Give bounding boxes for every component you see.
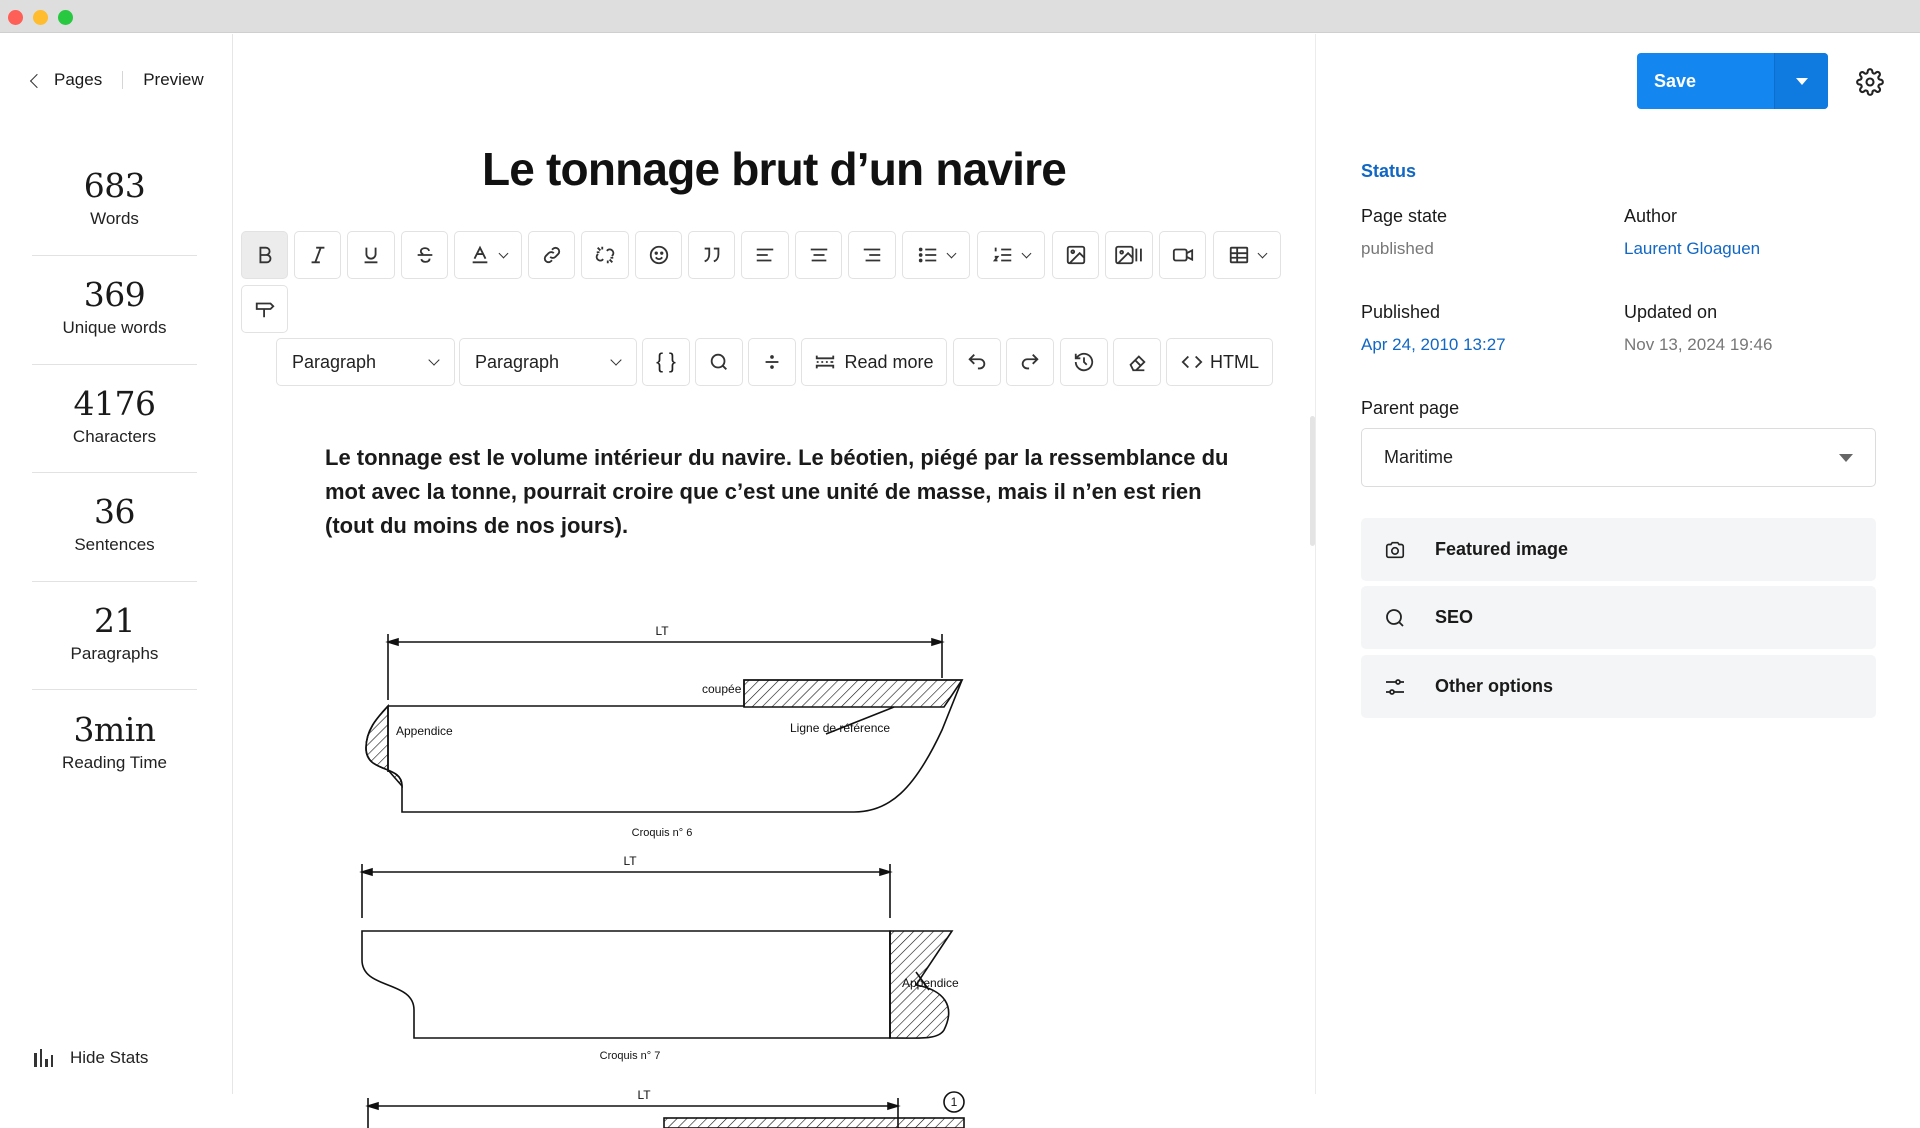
- italic-button[interactable]: [294, 231, 341, 279]
- ship-tonnage-sketch[interactable]: [344, 580, 1224, 1128]
- stat-value: 21: [94, 601, 135, 640]
- block-format-value: Paragraph: [292, 351, 377, 372]
- search-icon: [1381, 606, 1409, 630]
- numbered-list-icon: [992, 244, 1014, 266]
- sketch6-reference-label: Ligne de référence: [790, 721, 891, 735]
- page-title[interactable]: Le tonnage brut d’un navire: [481, 143, 1067, 195]
- align-center-icon: [808, 244, 830, 266]
- undo-icon: [966, 351, 988, 373]
- insert-image-button[interactable]: [1052, 231, 1099, 279]
- bar-chart-icon: [34, 1049, 56, 1067]
- horizontal-rule-button[interactable]: [748, 338, 796, 386]
- bold-button[interactable]: [241, 231, 288, 279]
- search-replace-button[interactable]: [695, 338, 743, 386]
- numbered-list-button[interactable]: [977, 231, 1045, 279]
- insert-video-button[interactable]: [1159, 231, 1206, 279]
- link-icon: [541, 244, 563, 266]
- insert-link-button[interactable]: [528, 231, 575, 279]
- chevron-down-icon: [947, 248, 957, 258]
- divide-icon: [761, 351, 783, 373]
- italic-icon: [307, 244, 329, 266]
- author-link[interactable]: Laurent Gloaguen: [1624, 239, 1761, 258]
- stat-label: Paragraphs: [70, 644, 159, 663]
- bullet-list-button[interactable]: [902, 231, 970, 279]
- align-right-icon: [861, 244, 883, 266]
- close-window-button[interactable]: [8, 10, 23, 25]
- history-icon: [1073, 351, 1095, 373]
- stat-value: 4176: [73, 384, 156, 423]
- align-center-button[interactable]: [795, 231, 842, 279]
- video-icon: [1172, 244, 1194, 266]
- minimize-window-button[interactable]: [33, 10, 48, 25]
- sidebar-nav: [32, 70, 204, 90]
- braces-icon: { }: [656, 350, 676, 373]
- caret-down-icon: [1796, 78, 1808, 85]
- stat-label: Words: [90, 209, 139, 228]
- camera-icon: [1381, 539, 1409, 561]
- nav-divider: [122, 71, 123, 89]
- stat-value: 683: [83, 166, 146, 205]
- align-left-icon: [754, 244, 776, 266]
- preview-link[interactable]: Preview: [143, 70, 204, 89]
- eraser-icon: [1126, 351, 1148, 373]
- back-to-pages-link[interactable]: Pages: [54, 70, 103, 89]
- html-label: HTML: [1210, 351, 1259, 372]
- save-options-dropdown[interactable]: [1774, 53, 1828, 109]
- stat-label: Reading Time: [62, 753, 167, 772]
- sketch-7: [362, 864, 952, 1038]
- paragraph-style-select[interactable]: [459, 338, 637, 386]
- code-icon: [1180, 351, 1204, 373]
- save-button[interactable]: [1637, 53, 1828, 109]
- chevron-down-icon: [428, 354, 439, 365]
- bullet-list-icon: [917, 244, 939, 266]
- table-icon: [1228, 244, 1250, 266]
- sketch6-caption: Croquis n° 6: [631, 827, 693, 839]
- gallery-icon: [1114, 244, 1144, 266]
- redo-icon: [1019, 351, 1041, 373]
- chevron-down-icon: [1258, 248, 1268, 258]
- stats-sidebar: [0, 34, 233, 1094]
- seo-accordion[interactable]: [1361, 586, 1876, 649]
- clear-formatting-button[interactable]: [1113, 338, 1161, 386]
- featured-image-accordion[interactable]: [1361, 518, 1876, 581]
- published-date-link[interactable]: Apr 24, 2010 13:27: [1361, 335, 1506, 354]
- other-options-label: Other options: [1435, 676, 1553, 696]
- sketch8-marker: 1: [950, 1095, 958, 1109]
- stat-value: 369: [83, 275, 146, 314]
- stat-value: 36: [94, 492, 135, 531]
- text-color-icon: [469, 244, 491, 266]
- sliders-icon: [1381, 675, 1409, 699]
- window-titlebar: [0, 0, 1920, 33]
- stat-reading-time: [32, 686, 197, 794]
- stat-characters: [32, 360, 197, 468]
- undo-button[interactable]: [953, 338, 1001, 386]
- hide-stats-button[interactable]: [34, 1048, 148, 1068]
- parent-page-select[interactable]: [1361, 428, 1876, 487]
- other-options-accordion[interactable]: [1361, 655, 1876, 718]
- save-label: Save: [1654, 70, 1697, 91]
- emoji-button[interactable]: [635, 231, 682, 279]
- text-color-button[interactable]: [454, 231, 522, 279]
- seo-label: SEO: [1435, 607, 1474, 627]
- strikethrough-button[interactable]: [401, 231, 448, 279]
- align-right-button[interactable]: [848, 231, 896, 279]
- emoji-icon: [648, 244, 670, 266]
- read-more-label: Read more: [844, 351, 934, 372]
- stat-unique-words: [32, 251, 197, 359]
- page-state-label: Page state: [1361, 206, 1448, 226]
- updated-date-value: Nov 13, 2024 19:46: [1624, 335, 1773, 354]
- unlink-button[interactable]: [581, 231, 629, 279]
- sketch-8: [368, 1092, 964, 1128]
- sketch8-length-label: LT: [637, 1088, 651, 1102]
- paragraph-style-value: Paragraph: [475, 351, 560, 372]
- settings-panel: [1315, 34, 1920, 1094]
- parent-page-label: Parent page: [1361, 398, 1460, 418]
- format-painter-button[interactable]: [241, 285, 288, 333]
- bold-icon: [254, 244, 276, 266]
- html-source-button[interactable]: [1166, 338, 1273, 386]
- align-left-button[interactable]: [741, 231, 789, 279]
- sketch7-caption: Croquis n° 7: [599, 1050, 661, 1062]
- published-label: Published: [1361, 302, 1441, 322]
- blockquote-button[interactable]: [688, 231, 735, 279]
- updated-label: Updated on: [1624, 302, 1718, 322]
- featured-image-label: Featured image: [1435, 539, 1569, 559]
- search-icon: [708, 351, 730, 373]
- page-break-icon: [814, 351, 836, 373]
- redo-button[interactable]: [1006, 338, 1054, 386]
- sketch7-appendice-label: Appendice: [902, 976, 959, 990]
- zoom-window-button[interactable]: [58, 10, 73, 25]
- read-more-button[interactable]: [801, 338, 947, 386]
- quote-icon: [701, 244, 723, 266]
- image-icon: [1065, 244, 1087, 266]
- content-paragraph[interactable]: Le tonnage est le volume intérieur du navire. Le béotien, piégé par la ressemblance du mot avec la tonne, pourrait croire que c’est une unité de masse, mais il n’en est rien (tout du moins de nos jours).: [325, 445, 1229, 538]
- chevron-down-icon: [499, 248, 509, 258]
- status-section-title: Status: [1361, 161, 1417, 181]
- chevron-down-icon: [610, 354, 621, 365]
- author-label: Author: [1624, 206, 1678, 226]
- insert-table-button[interactable]: [1213, 231, 1281, 279]
- chevron-down-icon: [1022, 248, 1032, 258]
- strikethrough-icon: [414, 244, 436, 266]
- sketch6-length-label: LT: [655, 624, 669, 638]
- format-painter-icon: [254, 298, 276, 320]
- parent-page-value: Maritime: [1384, 447, 1454, 467]
- stat-label: Sentences: [74, 535, 155, 554]
- stat-value: 3min: [73, 710, 156, 749]
- stat-sentences: [32, 468, 197, 576]
- unlink-icon: [594, 244, 616, 266]
- caret-down-icon: [1839, 454, 1853, 462]
- sketch6-coupee-label: coupée: [702, 682, 742, 696]
- editor-area: [234, 34, 1314, 1109]
- code-block-button[interactable]: [642, 338, 690, 386]
- stat-paragraphs: [32, 577, 197, 685]
- page-state-value[interactable]: published: [1361, 239, 1434, 258]
- chevron-left-icon[interactable]: [30, 73, 44, 87]
- sketch6-appendice-label: Appendice: [396, 724, 453, 738]
- history-button[interactable]: [1060, 338, 1108, 386]
- gear-icon[interactable]: [1856, 68, 1884, 96]
- sketch7-length-label: LT: [623, 854, 637, 868]
- stat-words: [32, 142, 197, 250]
- stat-label: Characters: [72, 427, 157, 446]
- gallery-button[interactable]: [1105, 231, 1153, 279]
- stat-label: Unique words: [62, 318, 167, 337]
- underline-button[interactable]: [347, 231, 395, 279]
- hide-stats-label: Hide Stats: [70, 1048, 149, 1067]
- underline-icon: [360, 244, 382, 266]
- block-format-select[interactable]: [276, 338, 455, 386]
